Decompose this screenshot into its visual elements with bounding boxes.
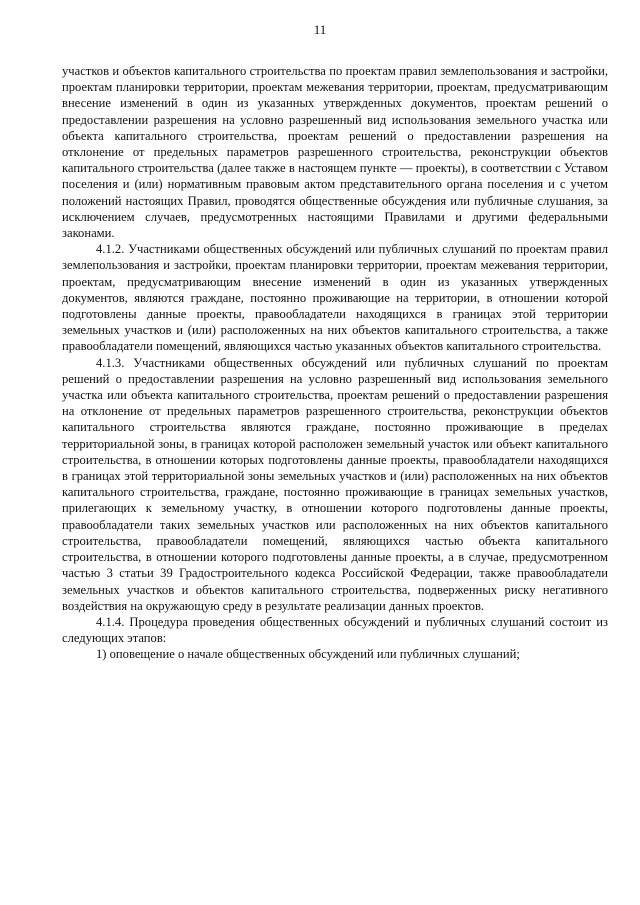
page-number: 11 [313,22,327,37]
paragraph-4-1-3: 4.1.3. Участниками общественных обсуждений или публичных слушаний по проектам решений о предоставлении разрешения на условно разрешенный вид использования земельного участка или объекта капитального строительства, проектам решений о предоставлении разрешения на отклонение от предельных параметров разрешенного строительства, реконструкции объектов капитального строительства являются граждане, постоянно проживающие в пределах территориальной зоны, в границах которой расположен земельный участок или объект капитального строительства, в отношении которых подготовлены данные проекты, правообладатели находящихся в границах этой территориальной зоны земельных участков и (или) расположенных на них объектов капитального строительства, граждане, постоянно проживающие в границах земельных участков, прилегающих к земельному участку, в отношении которого подготовлены данные проекты, правообладатели таких земельных участков или расположенных на них объектов капитального строительства, правообладатели помещений, являющихся частью объекта капитального строительства, в отношении которого подготовлены данные проекты, а в случае, предусмотренном частью 3 статьи 39 Градостроительного кодекса Российской Федерации, также правообладатели земельных участков и объектов капитального строительства, подверженных риску негативного воздействия на окружающую среду в результате реализации данных проектов. [62,355,608,613]
list-item-1: 1) оповещение о начале общественных обсуждений или публичных слушаний; [96,647,520,662]
document-body [62,63,608,663]
paragraph-4-1-2: 4.1.2. Участниками общественных обсуждений или публичных слушаний по проектам правил землепользования и застройки, проектам планировки территории, проектам межевания территории, проектам, предусматривающим внесение изменений в один из указанных утвержденных документов, являются граждане, постоянно проживающие на территории, в отношении которой подготовлены данные проекты, правообладатели находящихся в границах этой территории земельных участков и (или) расположенных на них объектов капитального строительства, а также правообладатели помещений, являющихся частью указанных объектов капитального строительства. [62,242,608,354]
paragraph-4-1-4: 4.1.4. Процедура проведения общественных обсуждений и публичных слушаний состоит из следующих этапов: [62,614,608,646]
paragraph-continuation: участков и объектов капитального строительства по проектам правил землепользования и застройки, проектам планировки территории, проектам межевания территории, проектам, предусматривающим внесение изменений в один из указанных утвержденных документов, проектам решений о предоставлении разрешения на условно разрешенный вид использования земельного участка или объекта капитального строительства, проектам решений о предоставлении разрешения на отклонение от предельных параметров разрешенного строительства, реконструкции объектов капитального строительства (далее также в настоящем пункте — проекты), в соответствии с Уставом поселения и (или) нормативным правовым актом представительного органа поселения и с учетом положений настоящих Правил, проводятся общественные обсуждения или публичные слушания, за исключением случаев, предусмотренных настоящими Правилами и другими федеральными законами. [62,64,608,241]
